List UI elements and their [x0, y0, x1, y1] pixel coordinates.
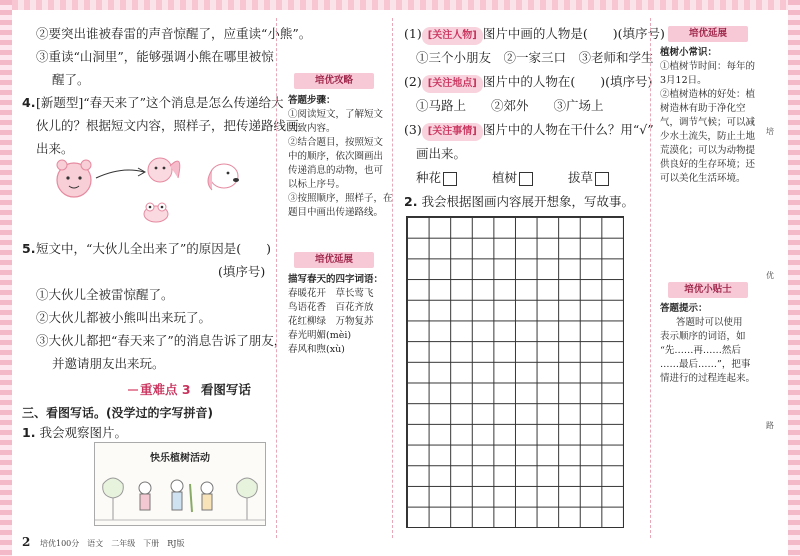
footer-text: 培优100分 语文 二年级 下册 RJ版 [40, 539, 185, 548]
picture-title: 快乐植树活动 [150, 453, 210, 464]
p2-row: (2) [关注地点] 图片中的人物在( )(填序号) [404, 74, 652, 93]
side-ornament-2: 优 [766, 271, 774, 280]
side-ornament-3: 路 [766, 421, 774, 430]
q2-text: 我会根据图画内容展开想象，写故事。 [421, 194, 634, 209]
p1-options: ①三个小朋友 ②一家三口 ③老师和学生 [416, 50, 654, 65]
q5-line-1: 短文中，“大伙儿全出来了”的原因是( ) [36, 241, 272, 256]
right-border [788, 0, 800, 556]
left-border [0, 0, 12, 556]
spring-words-2: 鸟语花香 百花齐放 [288, 302, 374, 313]
p3-row: (3) [关注事情] 图片中的人物在干什么？用“√” [404, 122, 654, 141]
tip-line-3: “先……再……然后 [660, 345, 741, 356]
p1-row: (1) [关注人物] 图片中画的人物是( )(填序号) [404, 26, 665, 45]
step-line-4: 中的顺序，依次圈画出 [288, 151, 384, 162]
tip-title: 答题提示： [660, 303, 708, 314]
q5-option-3a: ③大伙儿都把“春天来了”的消息告诉了朋友， [36, 333, 287, 348]
q2-row: 2. 我会根据图画内容展开想象，写故事。 [404, 194, 634, 209]
tree-fact-1: ①植树节时间：每年的 [660, 61, 756, 72]
p1-text: 图片中画的人物是( )(填序号) [482, 26, 665, 41]
key-point-decoration [128, 389, 138, 391]
p2-tag: [关注地点] [422, 75, 483, 93]
tree-fact-4: 树造林有助于净化空 [660, 103, 746, 114]
left-line-3: 醒了。 [52, 72, 90, 87]
key-point-title: 看图写话 [200, 382, 251, 397]
spring-words-5: 春风和煦(xù) [288, 344, 345, 355]
dog-icon [208, 164, 239, 190]
q4-line-1: [新题型]“春天来了”这个消息是怎么传递给大 [36, 95, 284, 110]
p1-tag: [关注人物] [422, 27, 483, 45]
page-number: 2 [22, 535, 31, 549]
q4-line-2: 伙儿的？根据短文内容，照样子，把传递路线画 [36, 118, 299, 133]
top-border [0, 0, 800, 10]
writing-grid[interactable] [406, 216, 624, 528]
step-line-8: 题目中画出传递路线。 [288, 207, 384, 218]
route-arrow [96, 170, 144, 178]
left-line-2: ③重读“山洞里”，能够强调小熊在哪里被惊 [36, 49, 274, 64]
tip-line-4: ……最后……”，把事 [660, 359, 751, 370]
spring-words-4: 春光明媚(mèi) [288, 330, 352, 341]
left-line-1: ②要突出谁被春雷的声音惊醒了，应重读“小熊”。 [36, 26, 312, 41]
q4-number: 4. [22, 95, 36, 110]
steps-title: 答题步骤： [288, 95, 336, 106]
p2-options: ①马路上 ②郊外 ③广场上 [416, 98, 604, 113]
q5-option-1: ①大伙儿全被雷惊醒了。 [36, 287, 174, 302]
animal-route-drawing [52, 148, 252, 228]
p3-tag: [关注事情] [422, 123, 483, 141]
far-divider [650, 18, 652, 538]
p3-text-2: 画出来。 [416, 146, 467, 161]
spring-words-title: 描写春天的四字词语： [288, 274, 384, 285]
section-3-title: 三、看图写话。(没学过的字写拼音) [22, 406, 213, 420]
far-ribbon-2: 培优小贴士 [668, 282, 748, 298]
key-point-header [140, 380, 251, 398]
checkbox-plant-trees[interactable] [519, 172, 533, 186]
mid-ribbon-2: 培优延展 [294, 252, 374, 268]
tip-line-2: 表示顺序的词语，如 [660, 331, 746, 342]
bear-icon [57, 160, 91, 197]
step-line-7: ③按照顺序，照样子，在 [288, 193, 393, 204]
side-ornament-1: 培 [766, 127, 774, 136]
activity-choice-3: 拔草 [568, 170, 609, 186]
q1-row: 1. 我会观察图片。 [22, 425, 127, 440]
tree-planting-picture [94, 442, 266, 526]
tip-line-5: 情进行的过程连起来。 [660, 373, 756, 384]
mid-divider [276, 18, 278, 538]
p2-text: 图片中的人物在( )(填序号) [482, 74, 653, 89]
checkbox-pull-weeds[interactable] [595, 172, 609, 186]
step-line-3: ②结合题目，按照短文 [288, 137, 384, 148]
step-line-5: 传递消息的动物，也可 [288, 165, 384, 176]
key-point-label: 重难点 3 [140, 382, 191, 397]
tree-fact-6: 少水土流失，防止土地 [660, 131, 756, 142]
activity-choice-1: 种花 [416, 170, 457, 186]
q5-option-3b: 并邀请朋友出来玩。 [52, 356, 165, 371]
q4-line-3: 出来。 [36, 141, 74, 156]
step-line-2: 大致内容。 [288, 123, 336, 134]
tree-facts-title: 植树小常识： [660, 47, 718, 58]
q5-number: 5. [22, 241, 36, 256]
far-ribbon-1: 培优延展 [668, 26, 748, 42]
tree-fact-7: 荒漠化；可以为动物提 [660, 145, 756, 156]
tree-fact-8: 供良好的生存环境；还 [660, 159, 756, 170]
q5-hint: (填序号) [218, 264, 266, 279]
spring-words-3: 花红柳绿 万物复苏 [288, 316, 374, 327]
step-line-6: 以标上序号。 [288, 179, 346, 190]
mid-divider-2 [392, 18, 394, 538]
q1-text: 我会观察图片。 [39, 425, 127, 440]
tree-fact-2: 3月12日。 [660, 75, 707, 86]
q5-option-2: ②大伙儿都被小熊叫出来玩了。 [36, 310, 212, 325]
tip-line-1: 答题时可以使用 [676, 317, 743, 328]
spring-words-1: 春暖花开 草长莺飞 [288, 288, 374, 299]
mid-ribbon-1: 培优攻略 [294, 73, 374, 89]
p3-text: 图片中的人物在干什么？用“√” [482, 122, 654, 137]
tree-fact-9: 可以美化生活环境。 [660, 173, 746, 184]
children-planting-illustration [95, 464, 265, 526]
step-line-1: ①阅读短文，了解短文 [288, 109, 384, 120]
tree-fact-3: ②植树造林的好处：植 [660, 89, 756, 100]
frog-icon [144, 203, 168, 222]
activity-choice-2: 植树 [492, 170, 533, 186]
tree-fact-5: 气，调节气候；可以减 [660, 117, 756, 128]
squirrel-icon [148, 158, 180, 182]
checkbox-plant-flowers[interactable] [443, 172, 457, 186]
